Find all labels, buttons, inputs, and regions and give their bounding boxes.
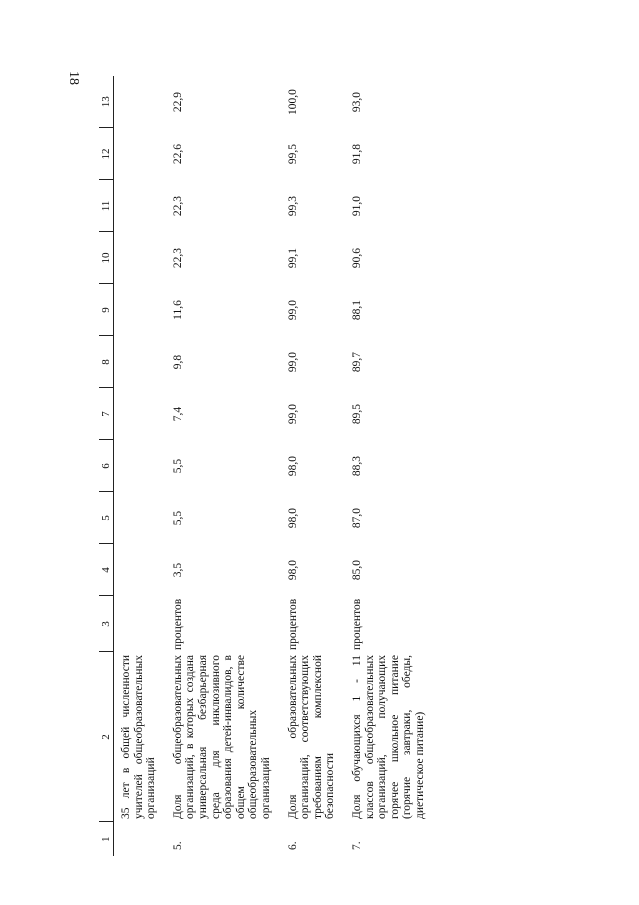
- column-header: 11: [99, 180, 114, 232]
- column-header: 6: [99, 440, 114, 492]
- column-header: 10: [99, 232, 114, 284]
- value-cell: 9,8: [171, 354, 184, 370]
- value-cell: 99,0: [286, 351, 299, 373]
- value-cell: [114, 388, 166, 440]
- value-cell: 98,0: [286, 455, 299, 477]
- value-cell: 87,0: [350, 507, 363, 529]
- value-cell: 7,4: [171, 406, 184, 422]
- value-cell: [114, 284, 166, 336]
- value-cell: 3,5: [171, 562, 184, 578]
- value-cell: 98,0: [286, 507, 299, 529]
- value-cell: 91,0: [350, 195, 363, 217]
- column-header: 9: [99, 284, 114, 336]
- table-row: [281, 76, 345, 856]
- value-cell: 100,0: [286, 89, 299, 115]
- value-cell: [114, 440, 166, 492]
- indicators-table: [99, 76, 434, 856]
- column-header: 7: [99, 388, 114, 440]
- table-row: [166, 76, 281, 856]
- value-cell: 88,1: [350, 299, 363, 321]
- value-cell: 91,8: [350, 143, 363, 165]
- column-header: 5: [99, 492, 114, 544]
- indicator-name: 35 лет в общей численности учителей общеобразовательных организаций: [120, 655, 158, 819]
- value-cell: 88,3: [350, 455, 363, 477]
- value-cell: 90,6: [350, 247, 363, 269]
- column-header: 1: [99, 822, 114, 856]
- column-header: 4: [99, 544, 114, 596]
- indicator-name: Доля общеобразовательных организаций, в которых создана универсальная безбарьерная среда для инклюзивного образования детей-инвалидов, в общем количестве общеобразовательных организаций: [171, 655, 272, 819]
- row-index: 6.: [286, 841, 299, 850]
- value-cell: [114, 180, 166, 232]
- page-number: 18: [66, 71, 81, 85]
- value-cell: 99,0: [286, 403, 299, 425]
- column-header: 3: [99, 596, 114, 652]
- column-header: 8: [99, 336, 114, 388]
- value-cell: 89,7: [350, 351, 363, 373]
- table-row: [345, 76, 435, 856]
- value-cell: 5,5: [171, 458, 184, 474]
- value-cell: 98,0: [286, 559, 299, 581]
- column-header: 13: [99, 76, 114, 128]
- value-cell: [114, 128, 166, 180]
- value-cell: 93,0: [350, 91, 363, 113]
- unit-cell: процентов: [350, 598, 363, 650]
- unit-cell: процентов: [286, 598, 299, 650]
- value-cell: [114, 492, 166, 544]
- row-index: 7.: [350, 841, 363, 850]
- value-cell: 99,0: [286, 299, 299, 321]
- value-cell: 99,5: [286, 143, 299, 165]
- value-cell: 22,3: [171, 247, 184, 269]
- value-cell: 85,0: [350, 559, 363, 581]
- row-index: [114, 822, 166, 856]
- value-cell: 11,6: [171, 300, 184, 320]
- value-cell: 22,9: [171, 91, 184, 113]
- indicator-name: Доля образовательных организаций, соответствующих требованиям комплексной безопасности: [286, 655, 337, 819]
- table-row: [114, 76, 166, 856]
- value-cell: 22,6: [171, 143, 184, 165]
- column-number-row: [99, 76, 114, 856]
- value-cell: 89,5: [350, 403, 363, 425]
- column-header: 12: [99, 128, 114, 180]
- value-cell: [114, 232, 166, 284]
- value-cell: [114, 76, 166, 128]
- value-cell: 5,5: [171, 510, 184, 526]
- value-cell: 22,3: [171, 195, 184, 217]
- value-cell: 99,1: [286, 247, 299, 269]
- value-cell: 99,3: [286, 195, 299, 217]
- value-cell: [114, 544, 166, 596]
- indicator-name: Доля обучающихся 1 - 11 классов общеобразовательных организаций, получающих горячее школьное питание (горячие завтраки, обеды, диетическое питание): [350, 655, 426, 819]
- rotated-table-page: [99, 76, 579, 856]
- value-cell: [114, 336, 166, 388]
- unit-cell: [114, 596, 166, 652]
- row-index: 5.: [171, 841, 184, 850]
- unit-cell: процентов: [171, 598, 184, 650]
- column-header: 2: [99, 652, 114, 822]
